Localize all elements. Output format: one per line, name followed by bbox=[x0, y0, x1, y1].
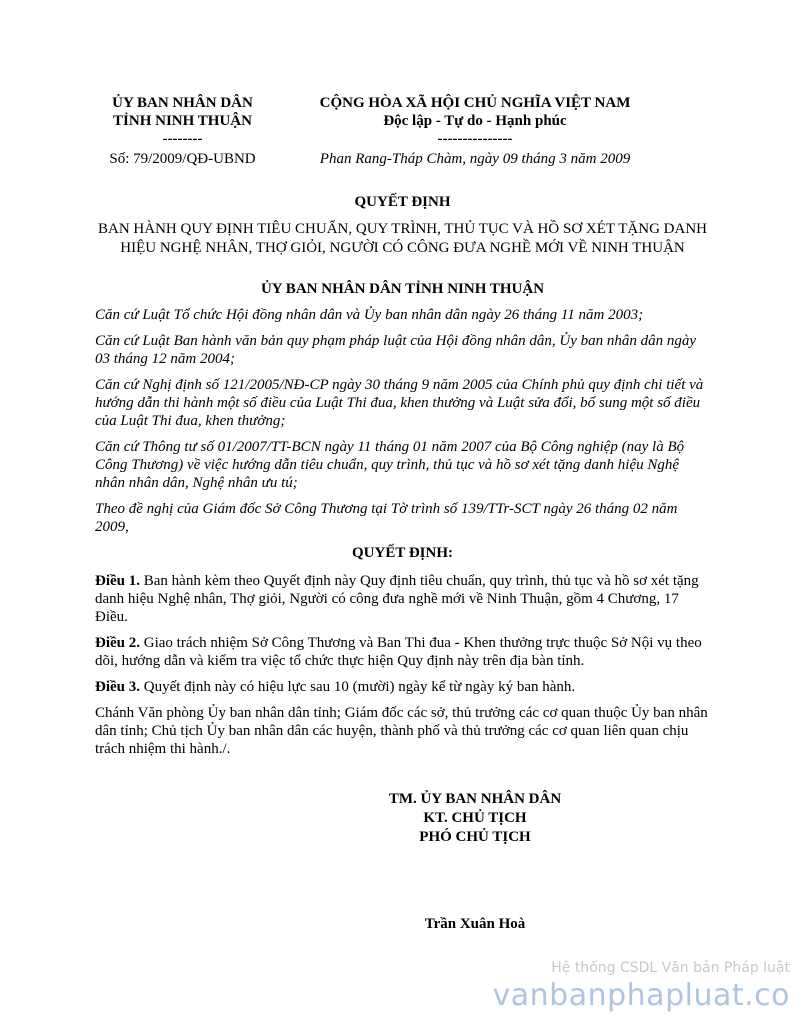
signature-line2: KT. CHỦ TỊCH bbox=[423, 810, 527, 826]
issuer-heading: ỦY BAN NHÂN DÂN TỈNH NINH THUẬN bbox=[260, 281, 545, 297]
article-text: Giao trách nhiệm Sở Công Thương và Ban Thi đua - Khen thưởng trực thuộc Sở Nội vụ theo dõi, hướng dẫn và kiểm tra việc tổ chức thực hiện Quy định này trên địa bàn tỉnh. bbox=[95, 635, 702, 669]
signature-block bbox=[355, 790, 595, 847]
authority-line1: ỦY BAN NHÂN DÂN bbox=[112, 95, 253, 111]
articles bbox=[95, 572, 710, 766]
closing-paragraph: Chánh Văn phòng Ủy ban nhân dân tỉnh; Giám đốc các sở, thủ trưởng các cơ quan thuộc Ủy ban nhân dân tỉnh; Chủ tịch Ủy ban nhân dân các huyện, thành phố và thủ trưởng các cơ quan liên quan chịu trách nhiệm thi hành./. bbox=[95, 705, 708, 757]
motto-divider: --------------- bbox=[437, 131, 513, 147]
legal-basis-item: Theo đề nghị của Giám đốc Sở Công Thương tại Tờ trình số 139/TTr-SCT ngày 26 tháng 02 năm 2009, bbox=[95, 501, 678, 535]
authority-divider: -------- bbox=[162, 131, 203, 147]
legal-basis-item: Căn cứ Thông tư số 01/2007/TT-BCN ngày 11 tháng 01 năm 2007 của Bộ Công nghiệp (nay là Bộ Công Thương) về việc hướng dẫn tiêu chuẩn, quy trình, thủ tục và hồ sơ xét tặng danh hiệu Nghệ nhân nhân dân, Nghệ nhân ưu tú; bbox=[95, 439, 685, 491]
legal-basis-item: Căn cứ Nghị định số 121/2005/NĐ-CP ngày 30 tháng 9 năm 2005 của Chính phủ quy định chi tiết và hướng dẫn thi hành một số điều của Luật Thi đua, khen thưởng và Luật sửa đổi, bổ sung một số điều của Luật Thi đua, khen thưởng; bbox=[95, 377, 704, 429]
legal-bases bbox=[95, 306, 710, 544]
watermark-caption: Hệ thống CSDL Văn bản Pháp luật bbox=[551, 960, 790, 976]
signer-name: Trần Xuân Hoà bbox=[424, 916, 526, 932]
authority-line2: TỈNH NINH THUẬN bbox=[113, 113, 252, 129]
article-label: Điều 1. bbox=[95, 573, 140, 589]
article-text: Ban hành kèm theo Quyết định này Quy định tiêu chuẩn, quy trình, thủ tục và hồ sơ xét tặng danh hiệu Nghệ nhân, Thợ giỏi, Người có công đưa nghề mới về Ninh Thuận, gồm 4 Chương, 17 Điều. bbox=[95, 573, 699, 625]
watermark-site: vanbanphapluat.co bbox=[492, 978, 790, 1013]
nation-name: CỘNG HÒA XÃ HỘI CHỦ NGHĨA VIỆT NAM bbox=[319, 95, 631, 111]
article-label: Điều 2. bbox=[95, 635, 140, 651]
signature-line3: PHÓ CHỦ TỊCH bbox=[419, 829, 531, 845]
place-and-date: Phan Rang-Tháp Chàm, ngày 09 tháng 3 năm 2009 bbox=[319, 151, 631, 167]
article-label: Điều 3. bbox=[95, 679, 140, 695]
document-subject: BAN HÀNH QUY ĐỊNH TIÊU CHUẨN, QUY TRÌNH, THỦ TỤC VÀ HỒ SƠ XÉT TẶNG DANH HIỆU NGHỆ NHÂN, THỢ GIỎI, NGƯỜI CÓ CÔNG ĐƯA NGHỀ MỚI VỀ NINH THUẬN bbox=[97, 221, 708, 256]
national-motto: Độc lập - Tự do - Hạnh phúc bbox=[383, 113, 567, 129]
signature-line1: TM. ỦY BAN NHÂN DÂN bbox=[388, 791, 562, 807]
decision-heading: QUYẾT ĐỊNH: bbox=[352, 545, 453, 561]
document-type: QUYẾT ĐỊNH bbox=[354, 194, 451, 210]
legal-basis-item: Căn cứ Luật Ban hành văn bản quy phạm pháp luật của Hội đồng nhân dân, Ủy ban nhân dân ngày 03 tháng 12 năm 2004; bbox=[95, 333, 697, 367]
national-title-block bbox=[295, 94, 655, 168]
article-3 bbox=[95, 678, 710, 696]
document-number: Số: 79/2009/QĐ-UBND bbox=[109, 151, 256, 167]
issuing-authority-block bbox=[90, 94, 275, 168]
article-2 bbox=[95, 634, 710, 670]
article-text: Quyết định này có hiệu lực sau 10 (mười) ngày kể từ ngày ký ban hành. bbox=[140, 679, 576, 695]
article-1 bbox=[95, 572, 710, 626]
legal-basis-item: Căn cứ Luật Tổ chức Hội đồng nhân dân và Ủy ban nhân dân ngày 26 tháng 11 năm 2003; bbox=[95, 307, 644, 323]
